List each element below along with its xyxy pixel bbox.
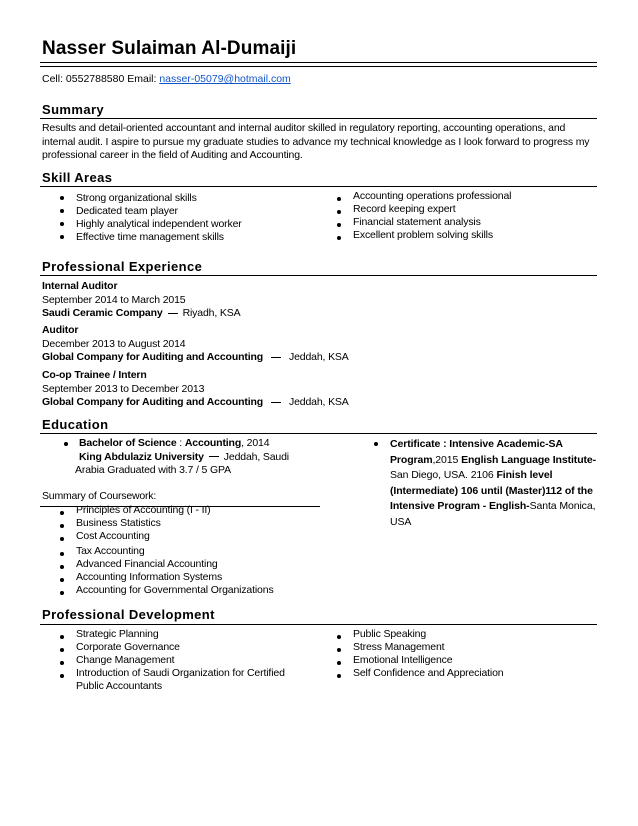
job-location: Jeddah, KSA (289, 351, 349, 363)
coursework-label: Summary of Coursework: (42, 490, 157, 502)
development-heading: Professional Development (42, 607, 215, 622)
job-location: Riyadh, KSA (182, 307, 241, 319)
job-entry-2 (42, 324, 349, 365)
experience-heading: Professional Experience (42, 259, 203, 274)
header-rule-1 (40, 62, 597, 63)
university-location: Jeddah, Saudi (223, 450, 289, 463)
degree-year: , 2014 (241, 437, 270, 449)
list-item: Effective time management skills (58, 231, 318, 244)
job-dates: December 2013 to August 2014 (42, 337, 186, 350)
list-item: Public Speaking (335, 628, 605, 641)
list-item: Accounting for Governmental Organizations (58, 584, 338, 597)
experience-rule (40, 275, 597, 276)
degree-block: Bachelor of Science : Accounting, 2014 King Abdulaziz University Jeddah, Saudi Arabia Graduated with 3.7 / 5 GPA (62, 437, 302, 478)
list-item: Advanced Financial Accounting (58, 558, 338, 571)
list-item: Strong organizational skills (58, 192, 318, 205)
list-item: Principles of Accounting (I - II) (58, 504, 338, 517)
job-company: Saudi Ceramic Company (42, 307, 163, 319)
development-left-list (58, 628, 318, 693)
education-heading: Education (42, 417, 109, 432)
summary-rule (40, 118, 597, 119)
list-item: Highly analytical independent worker (58, 218, 318, 231)
job-dates: September 2013 to December 2013 (42, 382, 205, 395)
job-entry-3 (42, 369, 349, 410)
education-rule (40, 433, 597, 434)
job-company: Global Company for Auditing and Accounting (42, 351, 263, 363)
list-item: Record keeping expert (335, 203, 605, 216)
email-link[interactable]: nasser-05079@hotmail.com (159, 73, 291, 85)
certificate-block: Certificate : Intensive Academic-SA Program,2015 English Language Institute-San Diego, USA. 2106 Finish level (Intermediate) 106 until (Master)112 of the Intensive Program - English-Santa Monica, USA (390, 438, 597, 528)
list-item: Excellent problem solving skills (335, 229, 605, 242)
skills-heading: Skill Areas (42, 170, 113, 185)
coursework-list (58, 504, 338, 597)
university-name: King Abdulaziz University (79, 450, 204, 463)
job-company: Global Company for Auditing and Accounting (42, 396, 263, 408)
list-item: Strategic Planning (58, 628, 318, 641)
list-item: Introduction of Saudi Organization for Certified Public Accountants (58, 667, 301, 693)
list-item: Stress Management (335, 641, 605, 654)
job-title: Auditor (42, 324, 79, 336)
list-item: Financial statement analysis (335, 216, 605, 229)
list-item: Dedicated team player (58, 205, 318, 218)
header-rule-2 (40, 66, 597, 67)
degree-major: Accounting (184, 437, 242, 449)
list-item: Accounting Information Systems (58, 571, 338, 584)
list-item: Emotional Intelligence (335, 654, 605, 667)
job-entry-1 (42, 280, 240, 321)
list-item: Accounting operations professional (335, 190, 605, 203)
job-title: Co-op Trainee / Intern (42, 369, 147, 381)
job-location: Jeddah, KSA (289, 396, 349, 408)
candidate-name: Nasser Sulaiman Al-Dumaiji (42, 38, 297, 59)
graduation-info: Arabia Graduated with 3.7 / 5 GPA (75, 464, 231, 476)
list-item: Cost Accounting (58, 530, 338, 543)
list-item: Business Statistics (58, 517, 338, 530)
job-title: Internal Auditor (42, 280, 118, 292)
degree-name: Bachelor of Science (79, 437, 177, 449)
list-item: Corporate Governance (58, 641, 318, 654)
list-item: Self Confidence and Appreciation (335, 667, 605, 680)
skills-right-list (335, 190, 605, 242)
contact-line (42, 73, 291, 85)
skills-left-list (58, 192, 318, 244)
development-right-list (335, 628, 605, 680)
contact-prefix: Cell: 0552788580 Email: (42, 73, 160, 85)
development-rule (40, 624, 597, 625)
job-dates: September 2014 to March 2015 (42, 293, 186, 306)
list-item: Tax Accounting (58, 545, 338, 558)
skills-rule (40, 186, 597, 187)
list-item: Change Management (58, 654, 318, 667)
summary-text: Results and detail-oriented accountant and internal auditor skilled in regulatory reporting, accounting operations, and internal audit. I aspire to pursue my graduate studies to advance my technical knowledge as I look forward to progress my professional career in the field of Auditing and Accounting. (42, 122, 590, 161)
summary-heading: Summary (42, 102, 105, 117)
